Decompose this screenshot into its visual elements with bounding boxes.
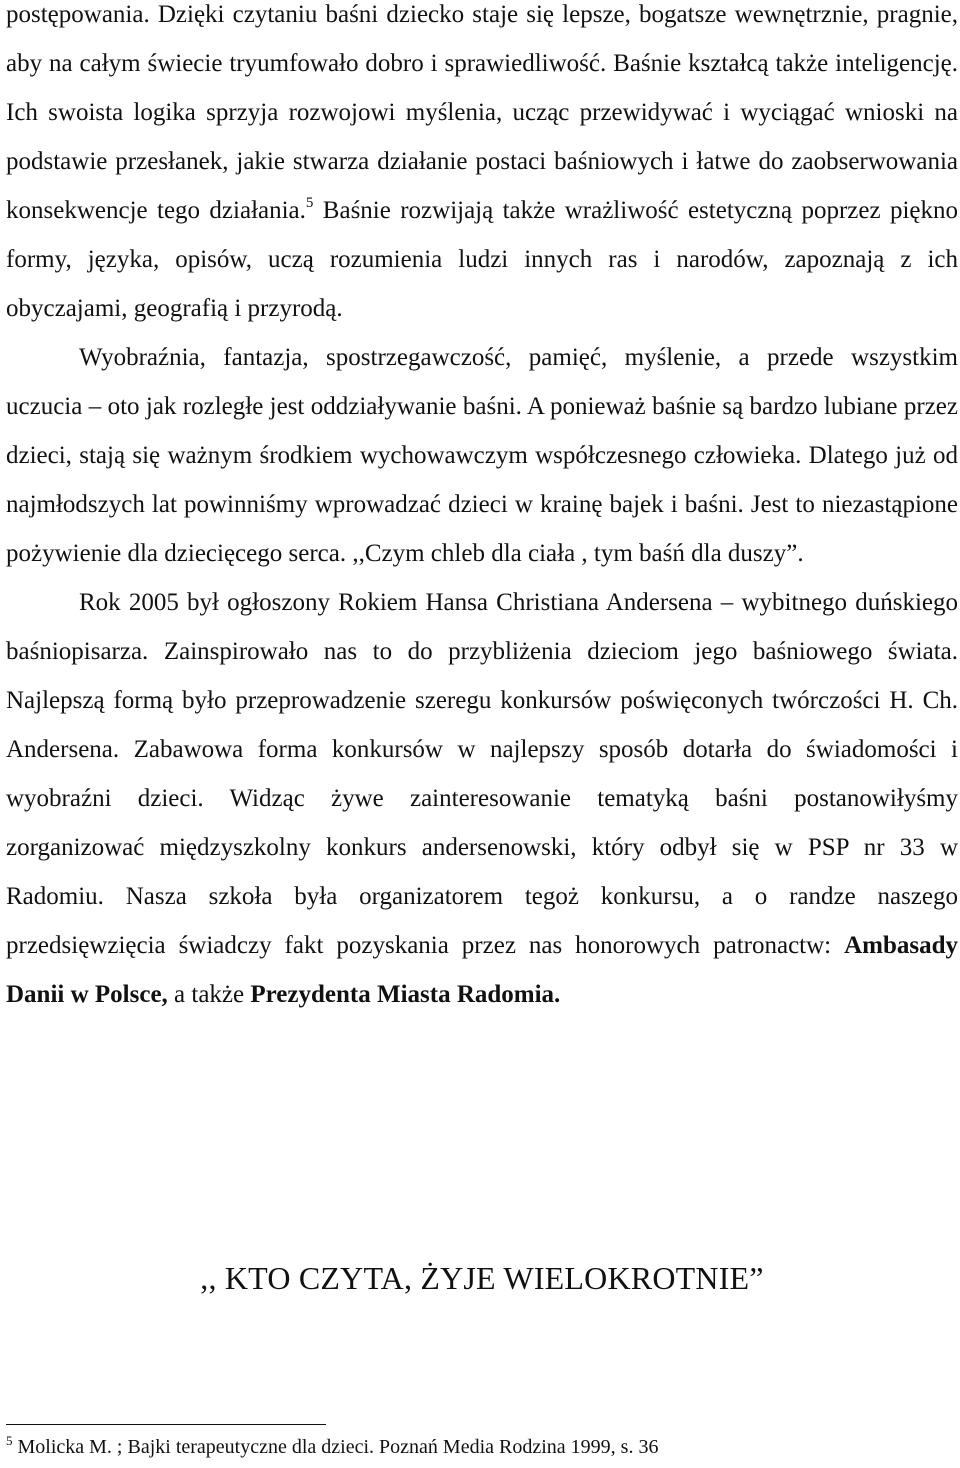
footnote: [6, 1434, 958, 1460]
paragraph-text: Rok 2005 był ogłoszony Rokiem Hansa Christiana Andersena – wybitnego duńskiego baśniopisarza. Zainspirowało nas to do przybliżenia dzieciom jego baśniowego świata. Najlepszą formą było przeprowadzenie szeregu konkursów poświęconych twórczości H. Ch. Andersena. Zabawowa forma konkursów w najlepszy sposób dotarła do świadomości i wyobraźni dzieci. Widząc żywe zainteresowanie tematyką baśni postanowiłyśmy zorganizować międzyszkolny konkurs andersenowski, który odbył się w PSP nr 33 w Radomiu. Nasza szkoła była organizatorem tegoż konkursu, a o randze naszego przedsięwzięcia świadczy fakt pozyskania przez nas honorowych patronactw:: [6, 589, 958, 959]
patron-embassy: Ambasady Danii w Polsce,: [6, 932, 958, 1008]
paragraph-text: Baśnie rozwijają także wrażliwość estetyczną poprzez piękno formy, języka, opisów, uczą rozumienia ludzi innych ras i narodów, zapoznają z ich obyczajami, geografią i przyrodą.: [6, 197, 958, 322]
document-page: [6, 0, 958, 1468]
footnote-reference[interactable]: 5: [305, 195, 314, 211]
paragraph-imagination: Wyobraźnia, fantazja, spostrzegawczość, pamięć, myślenie, a przede wszystkim uczucia – oto jak rozległe jest oddziaływanie baśni. A ponieważ baśnie są bardzo lubiane przez dzieci, stają się ważnym środkiem wychowawczym współczesnego człowieka. Dlatego już od najmłodszych lat powinniśmy wprowadzać dzieci w krainę bajek i baśni. Jest to niezastąpione pożywienie dla dziecięcego serca. ,,Czym chleb dla ciała , tym baśń dla duszy”.: [6, 344, 958, 567]
body-text: [6, 0, 958, 1019]
footnote-text: Molicka M. ; Bajki terapeutyczne dla dzieci. Poznań Media Rodzina 1999, s. 36: [12, 1436, 659, 1458]
patron-mayor: Prezydenta Miasta Radomia.: [250, 981, 561, 1008]
paragraph-text: postępowania. Dzięki czytaniu baśni dziecko staje się lepsze, bogatsze wewnętrznie, pragnie, aby na całym świecie tryumfowało dobro i sprawiedliwość. Baśnie kształcą także inteligencję. Ich swoista logika sprzyja rozwojowi myślenia, ucząc przewidywać i wyciągać wnioski na podstawie przesłanek, jakie stwarza działanie postaci baśniowych i łatwe do zaobserwowania konsekwencje tego działania.: [6, 1, 958, 224]
paragraph-fairy-tales-benefits: [6, 0, 958, 333]
footnote-divider: [6, 1424, 326, 1425]
paragraph-andersen-year: [6, 578, 958, 1019]
section-heading: ,, KTO CZYTA, ŻYJE WIELOKROTNIE”: [200, 1260, 764, 1296]
footnote-number: 5: [6, 1433, 13, 1448]
paragraph-text: a także: [167, 981, 251, 1008]
